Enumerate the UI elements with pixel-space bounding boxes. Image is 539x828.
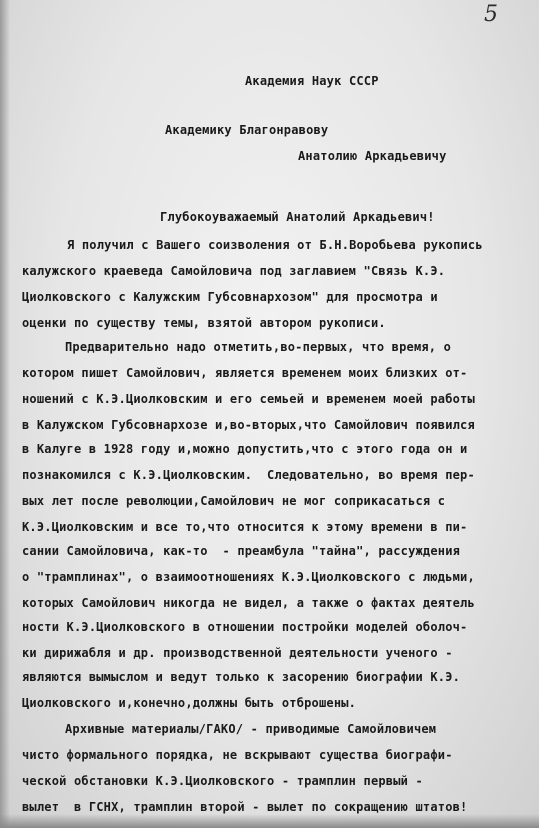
body-line: являются вымыслом и ведут только к засорению биографии К.Э.	[22, 670, 461, 684]
body-line: ческой обстановки К.Э.Циолковского - трамплин первый -	[22, 774, 423, 788]
body-line: Циолковского и,конечно,должны быть отброшены.	[22, 696, 357, 710]
body-line: Предварительно надо отметить,во-первых, что время, о	[65, 340, 452, 354]
addressee-title-line: Академику Благонравову	[165, 123, 329, 137]
body-line: вых лет после революции,Самойлович не мог соприкасаться с	[22, 494, 446, 508]
body-line: чисто формального порядка, не вскрывают существа биографи-	[22, 748, 453, 762]
salutation: Глубокоуважаемый Анатолий Аркадьевич!	[160, 210, 435, 224]
body-line: К.Э.Циолковским и все то,что относится к этому времени в пи-	[22, 520, 468, 534]
body-line: о "трамплинах", о взаимоотношениях К.Э.Циолковского с людьми,	[22, 570, 475, 584]
body-line: Циолковского с Калужским Губсовнархозом" для просмотра и	[22, 290, 438, 304]
body-line: ности К.Э.Циолковского в отношении постройки моделей оболоч-	[22, 620, 468, 634]
handwritten-page-number: 5	[484, 2, 498, 27]
body-line: ки дирижабля и др. производственной деятельности ученого -	[22, 646, 453, 660]
institution-heading: Академия Наук СССР	[245, 74, 379, 88]
body-line: познакомился с К.Э.Циолковским. Следовательно, во время пер-	[22, 468, 475, 482]
addressee-name-line: Анатолию Аркадьевичу	[298, 149, 447, 163]
body-line: котором пишет Самойлович, является временем моих близких от-	[22, 366, 468, 380]
body-line: которых Самойлович никогда не видел, а также о фактах деятель	[22, 596, 475, 610]
body-line: ношений с К.Э.Циолковским и его семьей и временем моей работы	[22, 392, 475, 406]
body-line: калужского краеведа Самойловича под заглавием "Связь К.Э.	[22, 264, 446, 278]
body-line: в Калуге в 1928 году и,можно допустить,что с этого года он и	[22, 442, 468, 456]
scan-left-shadow	[0, 0, 10, 828]
body-line: Я получил с Вашего соизволения от Б.Н.Воробьева рукопись	[67, 238, 483, 252]
body-line: оценки по существу темы, взятой автором рукописи.	[22, 316, 386, 330]
body-line: сании Самойловича, как-то - преамбула "тайна", рассуждения	[22, 544, 461, 558]
scan-bottom-shadow	[0, 814, 539, 828]
body-line: Архивные материалы/ГАКО/ - приводимые Самойловичем	[65, 722, 437, 736]
body-line: вылет в ГСНХ, трамплин второй - вылет по сокращению штатов!	[22, 800, 468, 814]
body-line: в Калужском Губсовнархозе и,во-вторых,что Самойлович появился	[22, 418, 475, 432]
